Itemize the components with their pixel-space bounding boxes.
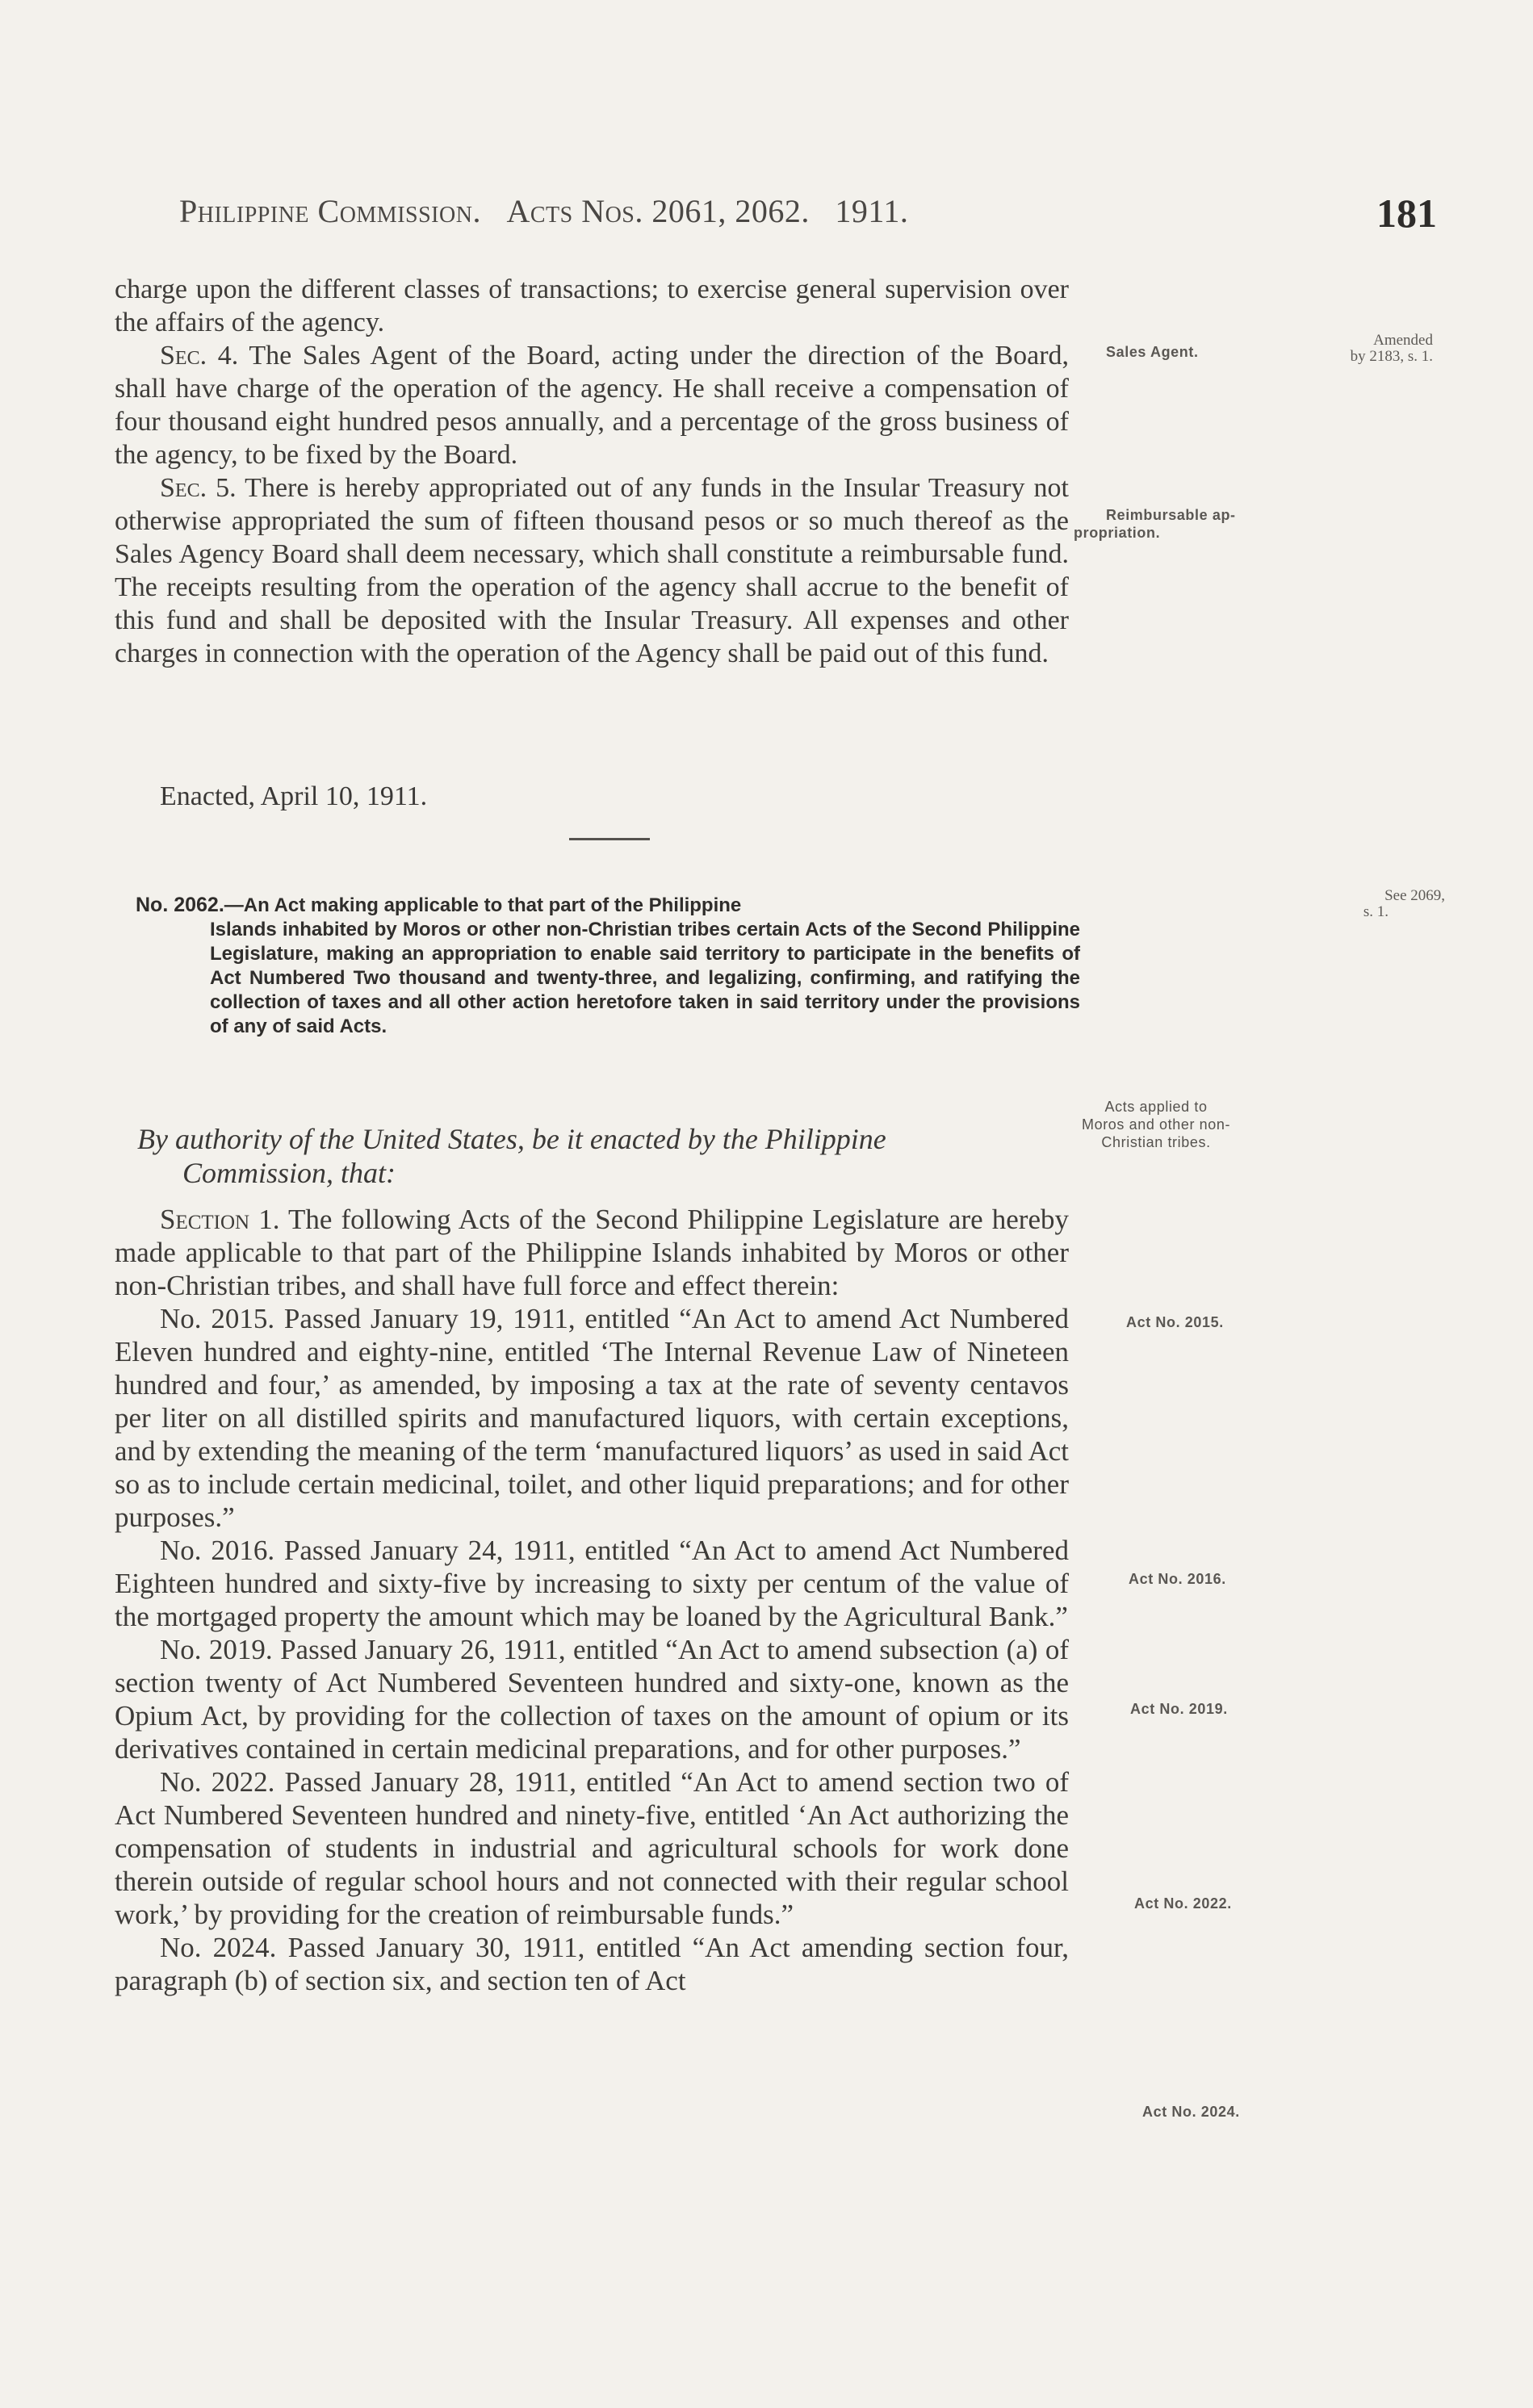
section-4-text: The Sales Agent of the Board, acting under the direction of the Board, shall have charge of the operation of the agency. He shall receive a compensation of four thousand eight hundred pesos annually, and a percentage of the gross business of the agency, to be fixed by the Board.: [115, 341, 1070, 470]
section-4: [115, 339, 1069, 471]
see-line2: s. 1.: [1363, 903, 1388, 920]
margin-note-act-2019: Act No. 2019.: [1130, 1701, 1228, 1717]
section-1-text: The following Acts of the Second Philippine Legislature are hereby made applicable to that part of the Philippine Islands inhabited by Moros or other non-Christian tribes, and shall have full force and effect therein:: [115, 1204, 1069, 1301]
section-5-text: There is hereby appropriated out of any funds in the Insular Treasury not otherwise appropriated the sum of fifteen thousand pesos or so much thereof as the Sales Agency Board shall deem necessary, which shall constitute a reimbursable fund. The receipts resulting from the operation of the agency shall accrue to the benefit of this fund and shall be deposited with the Insular Treasury. All expenses and other charges in connection with the operation of the Agency shall be paid out of this fund.: [115, 473, 1070, 668]
margin-note-amended: [1284, 333, 1433, 365]
enacted-date: Enacted, April 10, 1911.: [160, 781, 428, 811]
act-2061-continuation: [115, 273, 1069, 670]
header-year: 1911.: [835, 193, 909, 229]
act-heading-rest: Islands inhabited by Moros or other non-Christian tribes certain Acts of the Second Philippine Legislature, making an appropriation to enable said territory to participate in the benefits of Act Numbered Two thousand and twenty-three, and legalizing, confirming, and ratifying the collection of taxes and all other action heretofore taken in said territory under the provisions of any of said Acts.: [210, 919, 1080, 1037]
margin-note-act-2016: Act No. 2016.: [1129, 1571, 1226, 1587]
acts-applied-line1: Acts applied to: [1104, 1099, 1208, 1115]
margin-note-acts-applied: [1082, 1098, 1230, 1151]
amended-line1: Amended: [1373, 332, 1433, 349]
acts-applied-line3: Christian tribes.: [1101, 1134, 1211, 1150]
act-number: No. 2062.: [136, 894, 224, 916]
enacting-clause-line1: By authority of the United States, be it enacted by the Philippine: [137, 1123, 886, 1155]
header-title: Philippine Commission.: [179, 193, 481, 229]
section-5-label: Sec. 5.: [160, 473, 237, 503]
margin-note-act-2024: Act No. 2024.: [1142, 2104, 1240, 2120]
margin-note-act-2015: Act No. 2015.: [1126, 1314, 1224, 1330]
act-2016-paragraph: No. 2016. Passed January 24, 1911, entitled “An Act to amend Act Numbered Eighteen hundred and sixty-five by increasing to sixty per centum of the value of the mortgaged property the amount which may be loaned by the Agricultural Bank.”: [115, 1535, 1069, 1632]
margin-note-sales-agent: Sales Agent.: [1106, 344, 1199, 360]
enacting-clause: [137, 1122, 1074, 1190]
section-1-label: Section 1.: [160, 1204, 280, 1235]
act-2024-paragraph: No. 2024. Passed January 30, 1911, entitled “An Act amending section four, paragraph (b) of section six, and section ten of Act: [115, 1932, 1069, 1996]
section-1: [115, 1203, 1069, 1302]
running-header: [179, 192, 1439, 230]
see-line1: See 2069,: [1384, 887, 1445, 904]
reimbursable-line1: Reimbursable ap-: [1106, 507, 1236, 523]
enacting-clause-line2: Commission, that:: [182, 1157, 396, 1189]
act-heading-first: —An Act making applicable to that part of the Philippine: [224, 894, 742, 916]
paragraph-continuation: charge upon the different classes of transactions; to exercise general supervision over the affairs of the agency.: [115, 274, 1069, 337]
act-2062-body: [115, 1203, 1069, 1997]
amended-line2: by 2183, s. 1.: [1350, 348, 1433, 365]
acts-applied-line2: Moros and other non-: [1082, 1116, 1231, 1133]
act-2019-paragraph: No. 2019. Passed January 26, 1911, entitled “An Act to amend subsection (a) of section twenty of Act Numbered Seventeen hundred and sixty-one, known as the Opium Act, by providing for the collection of taxes on the amount of opium or its derivatives contained in certain medicinal preparations, and for other purposes.”: [115, 1634, 1069, 1765]
section-divider: [569, 838, 650, 840]
act-2062-heading: [136, 893, 1080, 1039]
margin-note-reimbursable: [1074, 506, 1236, 542]
section-4-label: Sec. 4.: [160, 341, 239, 371]
section-5: [115, 471, 1069, 670]
act-2015-paragraph: No. 2015. Passed January 19, 1911, entitled “An Act to amend Act Numbered Eleven hundred and eighty-nine, entitled ‘The Internal Revenue Law of Nineteen hundred and four,’ as amended, by imposing a tax at the rate of seventy centavos per liter on all distilled spirits and manufactured liquors, with certain exceptions, and by extending the meaning of the term ‘manufactured liquors’ as used in said Act so as to include certain medicinal, toilet, and other liquid preparations; and for other purposes.”: [115, 1303, 1069, 1533]
page-number: 181: [1376, 191, 1437, 236]
margin-note-see-2069: [1284, 888, 1445, 920]
header-acts: Acts Nos. 2061, 2062.: [506, 193, 810, 229]
margin-note-act-2022: Act No. 2022.: [1134, 1895, 1232, 1912]
act-2022-paragraph: No. 2022. Passed January 28, 1911, entitled “An Act to amend section two of Act Numbered Seventeen hundred and ninety-five, entitled ‘An Act authorizing the compensation of students in industrial and agricultural schools for work done therein outside of regular school hours and not connected with their regular school work,’ by providing for the creation of reimbursable funds.”: [115, 1766, 1069, 1930]
reimbursable-line2: propriation.: [1074, 525, 1161, 541]
